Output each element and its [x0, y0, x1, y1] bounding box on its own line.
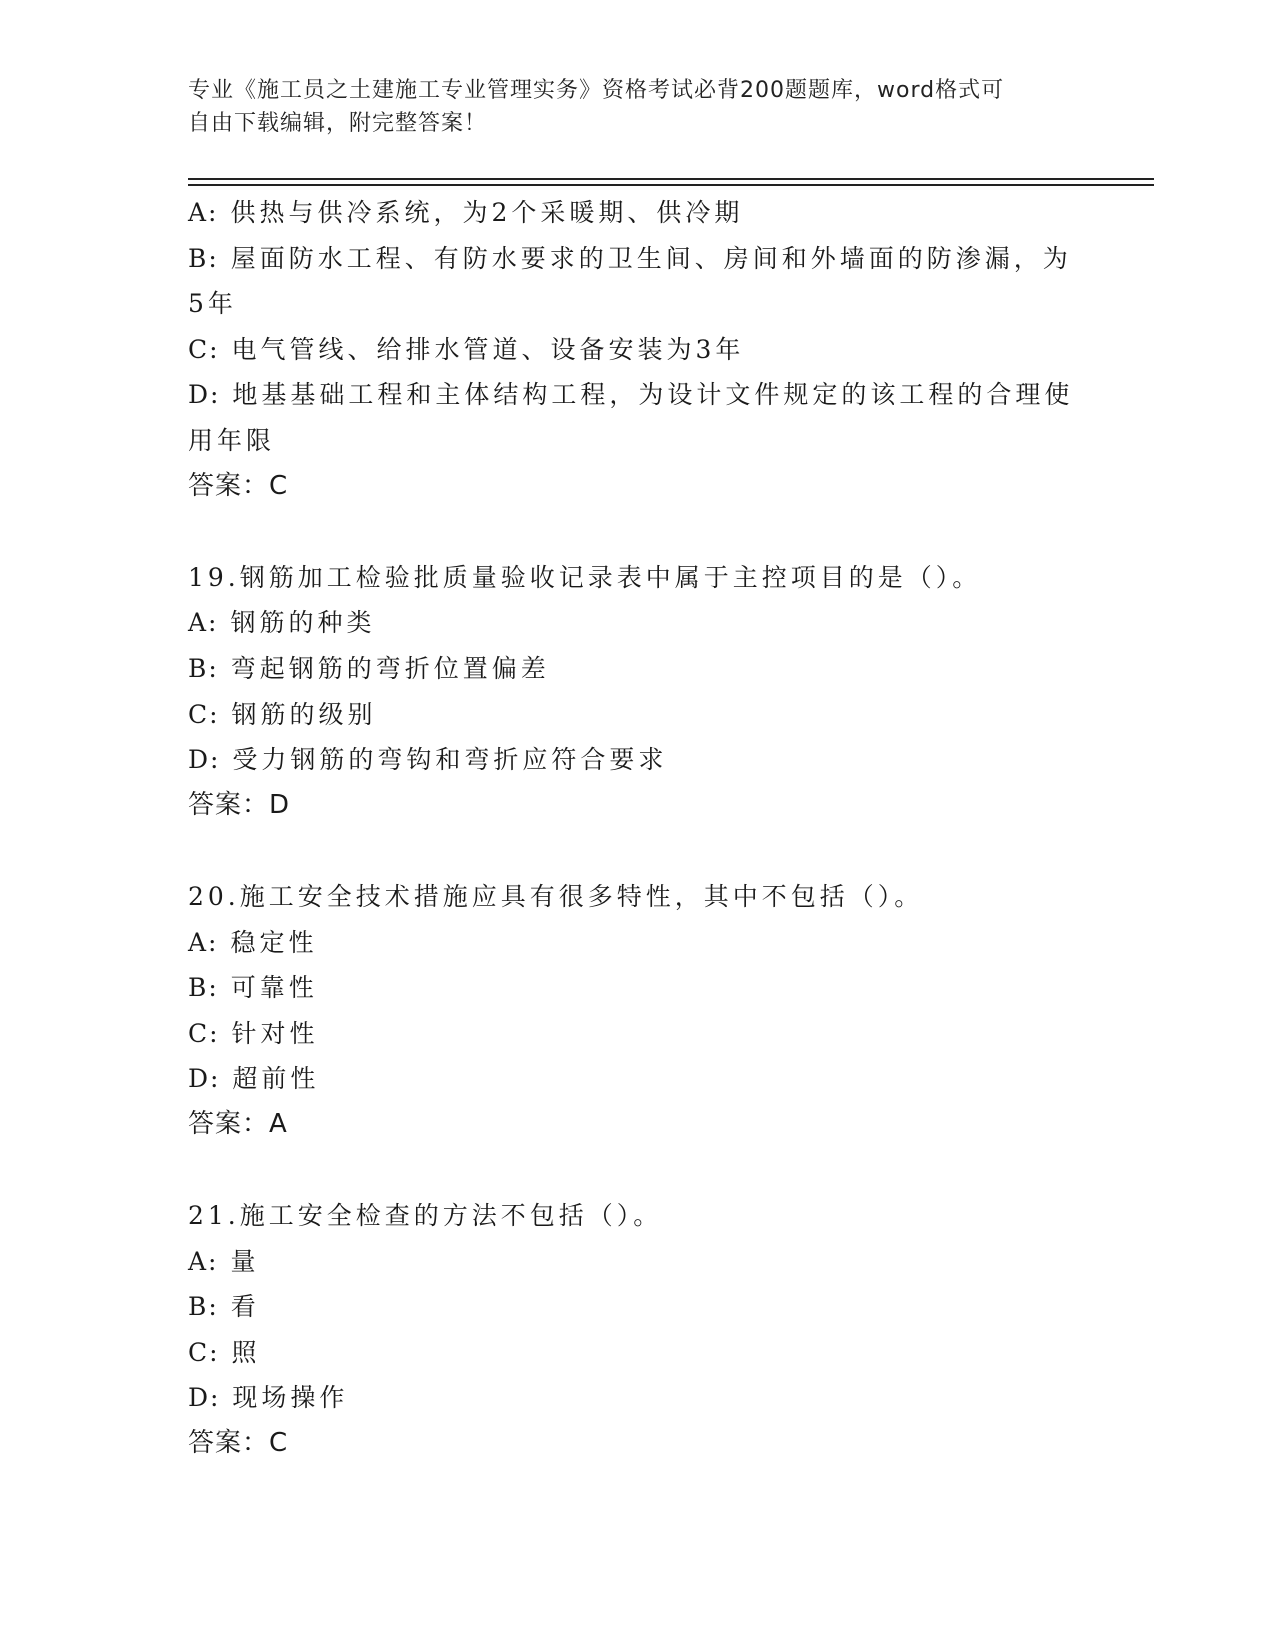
option-label: A:	[188, 1246, 219, 1276]
option-d	[188, 372, 1088, 418]
question-content	[188, 190, 1088, 1467]
option-a	[188, 1239, 1088, 1285]
option-d-continued: 用年限	[188, 425, 276, 455]
option-text: 现场操作	[232, 1383, 349, 1413]
option-label: C:	[188, 334, 220, 364]
option-text: 钢筋的种类	[230, 608, 376, 638]
option-label: D:	[188, 1383, 221, 1413]
option-a	[188, 600, 1088, 646]
option-label: A:	[188, 927, 219, 957]
option-text: 受力钢筋的弯钩和弯折应符合要求	[232, 745, 668, 775]
spacer	[188, 509, 1088, 555]
answer-line: 答案：D	[188, 789, 291, 820]
option-text: 看	[230, 1292, 260, 1322]
answer-line: 答案：C	[188, 1428, 289, 1459]
option-a	[188, 190, 1088, 236]
question-stem: 21.施工安全检查的方法不包括（）。	[188, 1201, 663, 1231]
header-divider-top	[188, 178, 1154, 180]
question-stem: 19.钢筋加工检验批质量验收记录表中属于主控项目的是（）。	[188, 562, 982, 592]
header-line-1: 专业《施工员之土建施工专业管理实务》资格考试必背200题题库，word格式可	[188, 78, 1005, 103]
option-label: D:	[188, 745, 221, 775]
option-text: 供热与供冷系统，为2个采暖期、供冷期	[230, 198, 744, 227]
option-text: 弯起钢筋的弯折位置偏差	[230, 653, 550, 683]
option-a	[188, 920, 1088, 966]
option-c	[188, 692, 1088, 738]
document-header	[188, 74, 1088, 140]
option-label: A:	[188, 608, 219, 638]
option-b	[188, 236, 1088, 282]
question-19-block	[188, 555, 1088, 829]
option-c	[188, 327, 1088, 373]
option-b	[188, 1284, 1088, 1330]
header-divider-bottom	[188, 184, 1154, 186]
option-text: 稳定性	[230, 927, 318, 957]
option-text: 地基基础工程和主体结构工程，为设计文件规定的该工程的合理使	[232, 380, 1074, 410]
option-d	[188, 1375, 1088, 1421]
option-d	[188, 1056, 1088, 1102]
answer-line: 答案：A	[188, 1108, 288, 1139]
option-label: A:	[188, 198, 219, 227]
option-label: D:	[188, 380, 221, 410]
spacer	[188, 828, 1088, 874]
question-21-block	[188, 1193, 1088, 1467]
option-text: 超前性	[232, 1064, 320, 1094]
header-line-2: 自由下载编辑，附完整答案！	[188, 111, 488, 136]
option-label: C:	[188, 1337, 220, 1367]
question-20-block	[188, 874, 1088, 1148]
option-text: 可靠性	[230, 973, 318, 1003]
option-b-continued: 5年	[188, 289, 237, 319]
option-label: C:	[188, 1018, 220, 1048]
option-c	[188, 1011, 1088, 1057]
option-text: 针对性	[231, 1018, 319, 1048]
option-label: B:	[188, 243, 219, 273]
option-label: B:	[188, 1292, 219, 1322]
prev-question-block	[188, 190, 1088, 509]
option-b	[188, 646, 1088, 692]
option-text: 钢筋的级别	[231, 699, 377, 729]
option-text: 电气管线、给排水管道、设备安装为3年	[231, 334, 745, 364]
spacer	[188, 1147, 1088, 1193]
option-text: 量	[230, 1246, 260, 1276]
option-label: C:	[188, 699, 220, 729]
option-label: D:	[188, 1064, 221, 1094]
option-d	[188, 737, 1088, 783]
option-text: 照	[231, 1337, 261, 1367]
question-stem: 20.施工安全技术措施应具有很多特性，其中不包括（）。	[188, 881, 924, 911]
option-label: B:	[188, 973, 219, 1003]
option-c	[188, 1330, 1088, 1376]
option-b	[188, 965, 1088, 1011]
answer-line: 答案：C	[188, 470, 289, 501]
option-text: 屋面防水工程、有防水要求的卫生间、房间和外墙面的防渗漏，为	[230, 243, 1072, 273]
option-label: B:	[188, 653, 219, 683]
